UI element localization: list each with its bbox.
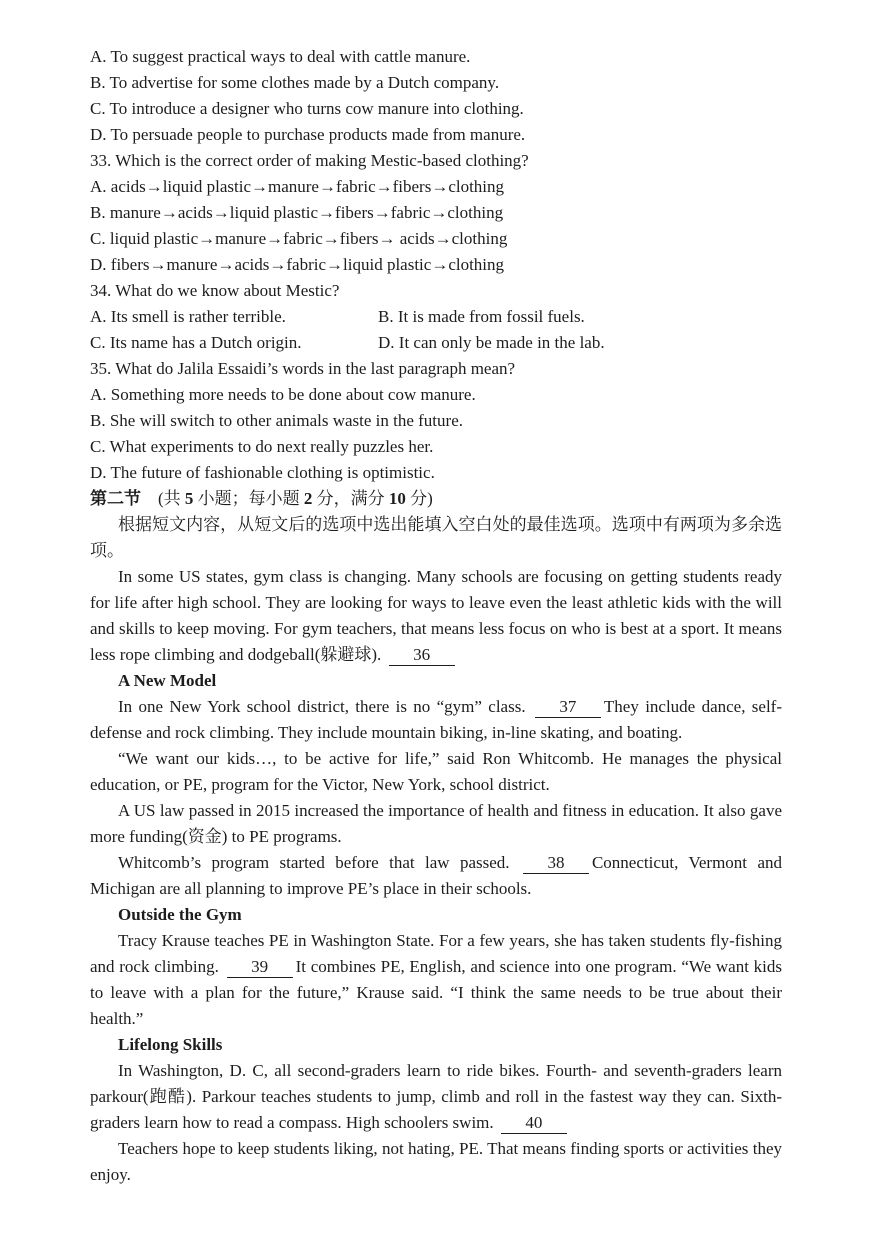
blank-39: 39 bbox=[227, 957, 293, 978]
option-line-a: A. To suggest practical ways to deal with cattle manure. bbox=[90, 47, 471, 66]
blank-37: 37 bbox=[535, 697, 601, 718]
text-segment: 小题；每小题 bbox=[193, 489, 304, 508]
passage-paragraph: “We want our kids…, to be active for life,” said Ron Whitcomb. He manages the physical education, or PE, program for the Victor, New York, school district. bbox=[90, 749, 782, 794]
blank-38: 38 bbox=[523, 853, 589, 874]
text-segment: Whitcomb’s program started before that law passed. bbox=[118, 853, 520, 872]
option-row bbox=[90, 330, 782, 356]
option-line-a: A. Something more needs to be done about cow manure. bbox=[90, 385, 476, 404]
passage-paragraph bbox=[90, 1058, 782, 1136]
instructions-cn: 根据短文内容，从短文后的选项中选出能填入空白处的最佳选项。选项中有两项为多余选项。 bbox=[90, 515, 782, 560]
option-line-c: C. liquid plastic→manure→fabric→fibers→ acids→clothing bbox=[90, 229, 508, 248]
text-segment: 分，满分 bbox=[312, 489, 389, 508]
passage-intro-paragraph bbox=[90, 564, 782, 668]
text-segment: Connecticut, Vermont and Michigan are all planning to improve PE’s place in their schools. bbox=[90, 853, 782, 898]
question-35: 35. What do Jalila Essaidi’s words in the last paragraph mean? bbox=[90, 359, 516, 378]
question-33: 33. Which is the correct order of making Mestic-based clothing? bbox=[90, 151, 529, 170]
text-segment: 5 bbox=[184, 489, 194, 508]
question-34: 34. What do we know about Mestic? bbox=[90, 281, 340, 300]
passage-paragraph bbox=[90, 928, 782, 1032]
option-row bbox=[90, 304, 782, 330]
heading-outside-the-gym: Outside the Gym bbox=[118, 905, 242, 924]
option-line-a: A. acids→liquid plastic→manure→fabric→fibers→clothing bbox=[90, 177, 505, 196]
option-left: C. Its name has a Dutch origin. bbox=[90, 333, 302, 352]
passage-paragraph: A US law passed in 2015 increased the importance of health and fitness in education. It also gave more funding(资金) to PE programs. bbox=[90, 801, 782, 846]
text-segment: In Washington, D. C, all second-graders learn to ride bikes. Fourth- and seventh-graders learn parkour(跑酷). Parkour teaches students to jump, climb and roll in the fastest way they can. Sixth-graders learn how to read a compass. High schoolers swim. bbox=[90, 1061, 782, 1132]
option-left: A. Its smell is rather terrible. bbox=[90, 307, 286, 326]
option-line-b: B. To advertise for some clothes made by a Dutch company. bbox=[90, 73, 500, 92]
text-segment: It combines PE, English, and science into one program. “We want kids to leave with a plan for the future,” Krause said. “I think the same needs to be true about their health.” bbox=[90, 957, 782, 1028]
passage-paragraph: Teachers hope to keep students liking, not hating, PE. That means finding sports or activities they enjoy. bbox=[90, 1139, 782, 1184]
heading-lifelong-skills: Lifelong Skills bbox=[118, 1035, 223, 1054]
heading-a-new-model: A New Model bbox=[118, 671, 217, 690]
text-segment: (共 bbox=[141, 489, 185, 508]
text-segment: 2 bbox=[303, 489, 313, 508]
option-line-d: D. fibers→manure→acids→fabric→liquid plastic→clothing bbox=[90, 255, 505, 274]
text-segment: 分) bbox=[405, 489, 433, 508]
option-line-c: C. What experiments to do next really puzzles her. bbox=[90, 437, 434, 456]
option-line-d: D. The future of fashionable clothing is optimistic. bbox=[90, 463, 435, 482]
passage-paragraph bbox=[90, 694, 782, 746]
text-segment: Tracy Krause teaches PE in Washington State. For a few years, she has taken students fly-fishing and rock climbing. bbox=[90, 931, 782, 976]
option-line-b: B. She will switch to other animals waste in the future. bbox=[90, 411, 463, 430]
option-line-c: C. To introduce a designer who turns cow manure into clothing. bbox=[90, 99, 524, 118]
blank-40: 40 bbox=[501, 1113, 567, 1134]
passage-paragraph bbox=[90, 850, 782, 902]
option-right: B. It is made from fossil fuels. bbox=[378, 307, 585, 326]
option-right: D. It can only be made in the lab. bbox=[378, 333, 605, 352]
option-line-d: D. To persuade people to purchase products made from manure. bbox=[90, 125, 526, 144]
blank-36: 36 bbox=[389, 645, 455, 666]
text-segment: In some US states, gym class is changing. Many schools are focusing on getting students ready for life after high school. They are looking for ways to leave even the least athletic kids with the will and skills to keep moving. For gym teachers, that means less focus on who is best at a sport. It means less rope climbing and dodgeball(躲避球). bbox=[90, 567, 782, 664]
text-segment: 10 bbox=[388, 489, 406, 508]
document-body bbox=[90, 44, 782, 1188]
text-segment: 第二节 bbox=[90, 489, 141, 508]
text-segment: They include dance, self-defense and rock climbing. They include mountain biking, in-line skating, and boating. bbox=[90, 697, 782, 742]
section-title bbox=[90, 486, 782, 512]
text-segment: In one New York school district, there is no “gym” class. bbox=[118, 697, 532, 716]
option-line-b: B. manure→acids→liquid plastic→fibers→fabric→clothing bbox=[90, 203, 504, 222]
